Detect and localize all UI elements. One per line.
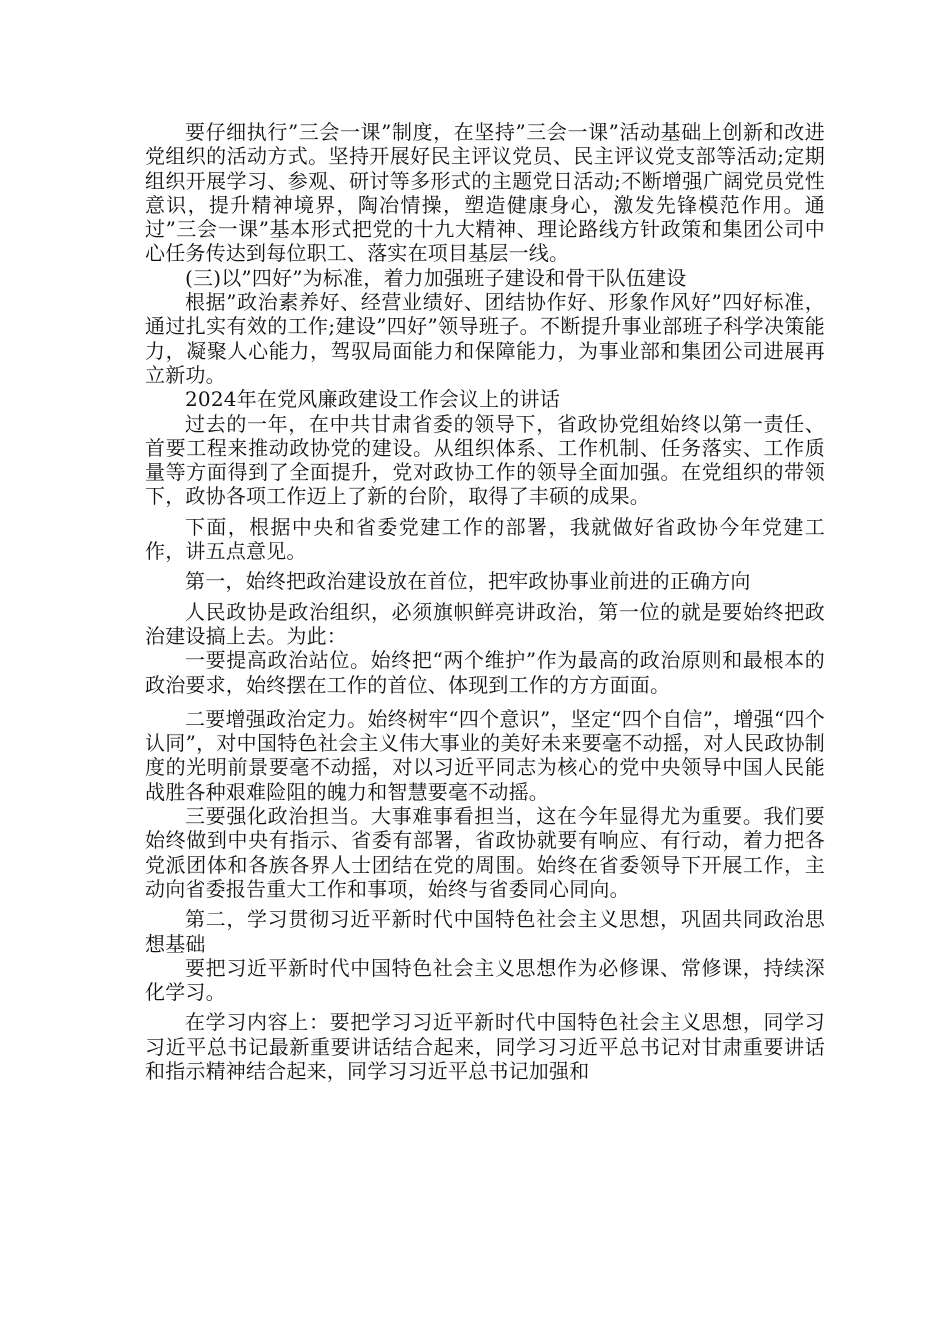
- paragraph-three-meetings: 要仔细执行”三会一课”制度，在坚持”三会一课”活动基础上创新和改进党组织的活动方式。坚持开展好民主评议党员、民主评议党支部等活动;定期组织开展学习、参观、研讨等多形式的主题党日活动;不断增强广阔党员党性意识，提升精神境界，陶冶情操，塑造健康身心，激发先锋模范作用。通过”三会一课”基本形式把党的十九大精神、理论路线方针政策和集团公司中心任务传达到每位职工、落实在项目基层一线。: [145, 120, 825, 266]
- paragraph-required-course: 要把习近平新时代中国特色社会主义思想作为必修课、常修课，持续深化学习。: [145, 955, 825, 1005]
- heading-second-study-thought: 第二，学习贯彻习近平新时代中国特色社会主义思想，巩固共同政治思想基础: [145, 907, 825, 956]
- speech-title: 2024年在党风廉政建设工作会议上的讲话: [185, 387, 560, 412]
- paragraph-study-content: 在学习内容上：要把学习习近平新时代中国特色社会主义思想，同学习习近平总书记最新重要讲话结合起来，同学习习近平总书记对甘肃重要讲话和指示精神结合起来，同学习习近平总书记加强和: [145, 1010, 825, 1083]
- heading-first-political-building: 第一，始终把政治建设放在首位，把牢政协事业前进的正确方向: [185, 569, 751, 594]
- paragraph-political-resolve: 二要增强政治定力。始终树牢“四个意识”，坚定“四个自信”，增强“四个认同”，对中国特色社会主义伟大事业的美好未来要毫不动摇，对人民政协制度的光明前景要毫不动摇，对以习近平同志为核心的党中央领导中国人民能战胜各种艰难险阻的魄力和智慧要毫不动摇。: [145, 706, 825, 804]
- paragraph-five-opinions: 下面，根据中央和省委党建工作的部署，我就做好省政协今年党建工作，讲五点意见。: [145, 514, 825, 564]
- heading-four-good-standard: (三)以”四好”为标准，着力加强班子建设和骨干队伍建设: [185, 265, 687, 290]
- paragraph-political-organization: 人民政协是政治组织，必须旗帜鲜亮讲政治，第一位的就是要始终把政治建设搞上去。为此：: [145, 599, 825, 648]
- document-body: [145, 120, 825, 1083]
- paragraph-past-year: 过去的一年，在中共甘肃省委的领导下，省政协党组始终以第一责任、首要工程来推动政协党的建设。从组织体系、工作机制、任务落实、工作质量等方面得到了全面提升，党对政协工作的领导全面加强。在党组织的带领下，政协各项工作迈上了新的台阶，取得了丰硕的成果。: [145, 411, 825, 509]
- paragraph-raise-political-stance: 一要提高政治站位。始终把“两个维护”作为最高的政治原则和最根本的政治要求，始终摆在工作的首位、体现到工作的方方面面。: [145, 648, 825, 697]
- paragraph-political-responsibility: 三要强化政治担当。大事难事看担当，这在今年显得尤为重要。我们要始终做到中央有指示、省委有部署，省政协就要有响应、有行动，着力把各党派团体和各族各界人士团结在党的周围。始终在省委领导下开展工作，主动向省委报告重大工作和事项，始终与省委同心同向。: [145, 804, 825, 901]
- paragraph-four-good-leadership: 根据”政治素养好、经营业绩好、团结协作好、形象作风好”四好标准，通过扎实有效的工作;建设”四好”领导班子。不断提升事业部班子科学决策能力，凝聚人心能力，驾驭局面能力和保障能力，为事业部和集团公司进展再立新功。: [145, 290, 825, 387]
